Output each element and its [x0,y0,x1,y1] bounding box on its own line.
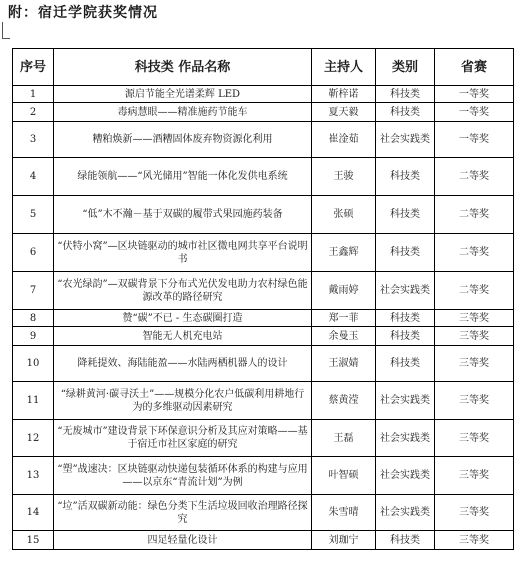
cell-category: 科技类 [376,327,435,346]
cell-serial: 1 [13,86,54,103]
cell-serial: 4 [13,158,54,196]
cell-category: 社会实践类 [376,382,435,420]
cell-award: 二等奖 [435,158,514,196]
table-row [13,86,514,103]
cell-work-name: 降耗提效、海陆能盈——水陆两栖机器人的设计 [54,346,312,382]
header-work-name: 科技类 作品名称 [54,49,312,86]
cell-serial: 6 [13,234,54,272]
cell-host: 叶智硕 [312,457,376,495]
cell-host: 戴雨婷 [312,272,376,310]
cell-host: 余曼玉 [312,327,376,346]
table-row [13,327,514,346]
table-row [13,272,514,310]
table-row [13,103,514,122]
table-row [13,158,514,196]
header-category: 类别 [376,49,435,86]
cell-serial: 8 [13,310,54,327]
cell-category: 科技类 [376,103,435,122]
cell-host: 崔淦茹 [312,122,376,158]
cell-serial: 11 [13,382,54,420]
cell-work-name: 糟粕焕新——酒糟固体废弃物资源化利用 [54,122,312,158]
cell-serial: 3 [13,122,54,158]
cell-award: 三等奖 [435,327,514,346]
header-serial: 序号 [13,49,54,86]
cell-host: 靳梓诺 [312,86,376,103]
header-host: 主持人 [312,49,376,86]
table-body [13,86,514,550]
cell-serial: 2 [13,103,54,122]
cell-award: 三等奖 [435,457,514,495]
cell-serial: 12 [13,420,54,457]
cell-host: 王磊 [312,420,376,457]
cell-work-name: 智能无人机充电站 [54,327,312,346]
cell-category: 社会实践类 [376,122,435,158]
header-award: 省赛 [435,49,514,86]
cell-host: 王鑫辉 [312,234,376,272]
cell-award: 二等奖 [435,272,514,310]
cell-host: 郑一菲 [312,310,376,327]
cell-work-name: “无废城市”建设背景下环保意识分析及其应对策略——基于宿迁市社区家庭的研究 [54,420,312,457]
cell-host: 张硕 [312,196,376,234]
cell-serial: 9 [13,327,54,346]
cell-host: 王骏 [312,158,376,196]
cell-award: 一等奖 [435,122,514,158]
cell-award: 三等奖 [435,420,514,457]
cell-serial: 7 [13,272,54,310]
table-row [13,234,514,272]
cell-host: 刘珈宁 [312,531,376,550]
cell-category: 科技类 [376,346,435,382]
table-row [13,420,514,457]
table-header-row [13,49,514,86]
cell-serial: 10 [13,346,54,382]
cell-award: 三等奖 [435,495,514,531]
cell-host: 夏天毅 [312,103,376,122]
cell-award: 三等奖 [435,531,514,550]
cell-category: 社会实践类 [376,495,435,531]
cell-category: 社会实践类 [376,272,435,310]
cell-award: 三等奖 [435,382,514,420]
table-row [13,310,514,327]
cell-serial: 15 [13,531,54,550]
table-row [13,531,514,550]
cell-work-name: 毒病慧眼——精准施药节能车 [54,103,312,122]
cell-host: 蔡黄滢 [312,382,376,420]
cell-work-name: “低”木不瀚－基于双碳的履带式果园施药装备 [54,196,312,234]
cell-category: 社会实践类 [376,420,435,457]
cell-award: 二等奖 [435,234,514,272]
cell-award: 二等奖 [435,196,514,234]
cell-award: 三等奖 [435,310,514,327]
table-row [13,122,514,158]
cell-category: 科技类 [376,531,435,550]
cell-category: 科技类 [376,234,435,272]
cell-work-name: “绿耕黄河·碳寻沃土”——规模分化农户低碳利用耕地行为的多维驱动因素研究 [54,382,312,420]
cell-serial: 13 [13,457,54,495]
cell-work-name: 四足轻量化设计 [54,531,312,550]
cell-work-name: “垃”活双碳新动能：绿色分类下生活垃圾回收治理路径探究 [54,495,312,531]
cell-host: 朱雪晴 [312,495,376,531]
cell-serial: 5 [13,196,54,234]
cell-award: 一等奖 [435,86,514,103]
cell-category: 科技类 [376,158,435,196]
cell-category: 社会实践类 [376,457,435,495]
table-row [13,382,514,420]
document-title: 附：宿迁学院获奖情况 [8,5,158,21]
cell-work-name: “伏特小窝”—区块链驱动的城市社区微电网共享平台说明书 [54,234,312,272]
awards-table [12,48,514,550]
cell-award: 一等奖 [435,103,514,122]
cell-work-name: 绿能领航——“风光储用”智能一体化发供电系统 [54,158,312,196]
cell-serial: 14 [13,495,54,531]
table-row [13,196,514,234]
table-row [13,457,514,495]
cell-category: 科技类 [376,196,435,234]
cell-category: 科技类 [376,310,435,327]
cell-work-name: “塑”战速决：区块链驱动快递包装循环体系的构建与应用——以京东“青流计划”为例 [54,457,312,495]
cell-work-name: “农光绿韵”—双碳背景下分布式光伏发电助力农村绿色能源改革的路径研究 [54,272,312,310]
table-row [13,495,514,531]
cell-award: 三等奖 [435,346,514,382]
cell-category: 科技类 [376,86,435,103]
cell-work-name: 源启节能全光谱柔辉 LED [54,86,312,103]
cell-work-name: 赞“碳”不已 - 生态碳圈打造 [54,310,312,327]
cell-host: 王淑婧 [312,346,376,382]
text-cursor-marker [2,22,10,39]
table-row [13,346,514,382]
